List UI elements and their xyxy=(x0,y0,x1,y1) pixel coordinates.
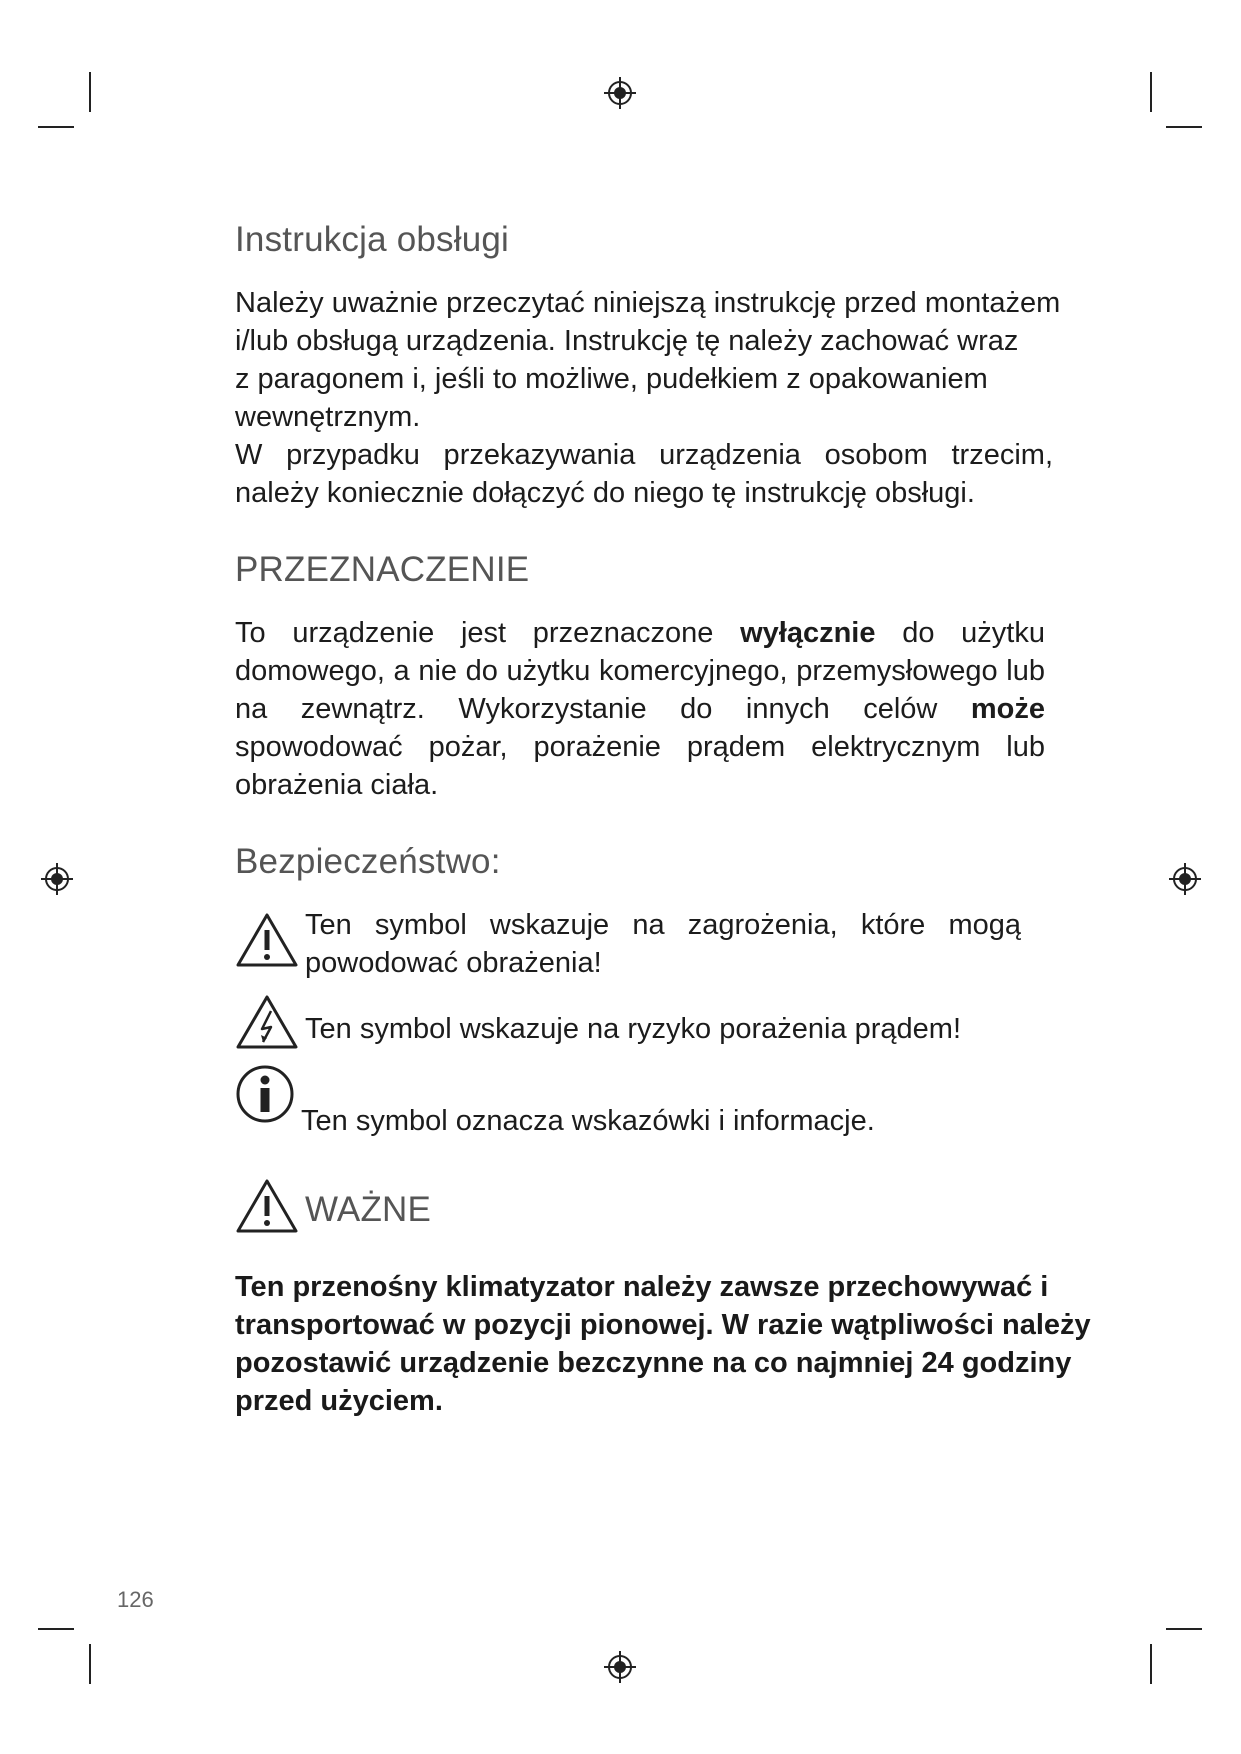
crop-mark-tr-h xyxy=(1166,126,1202,128)
crop-mark-tl-h xyxy=(38,126,74,128)
important-heading: WAŻNE xyxy=(305,1190,432,1229)
info-symbol-text: Ten symbol oznacza wskazówki i informacje. xyxy=(301,1105,875,1137)
page-content xyxy=(235,220,1105,1420)
intro-line: wewnętrznym. xyxy=(235,401,421,433)
warning-triangle-icon xyxy=(235,1178,299,1234)
warning-symbol-text: Ten symbol wskazuje na zagrożenia, które mogą powodować obrażenia! xyxy=(305,909,1021,979)
crop-mark-bl-h xyxy=(38,1628,74,1630)
warning-symbol-row xyxy=(235,906,1105,982)
purpose-text-part: do użytku domowego, a nie do użytku komercyjnego, przemysłowego lub na zewnątrz. Wykorzystanie do innych celów xyxy=(235,617,1045,725)
safety-heading: Bezpieczeństwo: xyxy=(235,842,501,881)
crop-mark-br-h xyxy=(1166,1628,1202,1630)
purpose-text xyxy=(235,614,1045,804)
registration-mark-icon xyxy=(1168,862,1202,896)
electric-shock-icon xyxy=(235,994,299,1050)
important-text: Ten przenośny klimatyzator należy zawsze przechowywać i transportować w pozycji pionowej. W razie wątpliwości należy pozostawić urządzenie bezczynne na co najmniej 24 godziny przed użyciem. xyxy=(235,1271,1091,1417)
info-circle-icon xyxy=(235,1064,295,1124)
purpose-text-part: To urządzenie jest przeznaczone xyxy=(235,617,741,649)
intro-line: W przypadku przekazywania urządzenia osobom trzecim, xyxy=(235,439,1053,471)
crop-mark-tl-v xyxy=(89,72,91,112)
shock-symbol-row xyxy=(235,1010,1105,1048)
shock-symbol-text: Ten symbol wskazuje na ryzyko porażenia prądem! xyxy=(305,1013,962,1045)
intro-line: z paragonem i, jeśli to możliwe, pudełkiem z opakowaniem xyxy=(235,363,988,395)
registration-mark-icon xyxy=(603,1650,637,1684)
crop-mark-br-v xyxy=(1150,1644,1152,1684)
important-heading-row xyxy=(235,1190,1105,1230)
registration-mark-icon xyxy=(603,76,637,110)
purpose-bold-may: może xyxy=(970,693,1045,725)
page-title: Instrukcja obsługi xyxy=(235,220,510,259)
purpose-bold-exclusively: wyłącznie xyxy=(740,617,876,649)
intro-line: Należy uważnie przeczytać niniejszą instrukcję przed montażem xyxy=(235,287,1061,319)
crop-mark-tr-v xyxy=(1150,72,1152,112)
info-symbol-row xyxy=(235,1102,1105,1140)
intro-line: i/lub obsługą urządzenia. Instrukcję tę należy zachować wraz xyxy=(235,325,1019,357)
purpose-text-part: spowodować pożar, porażenie prądem elektrycznym lub obrażenia ciała. xyxy=(235,731,1045,801)
purpose-heading: PRZEZNACZENIE xyxy=(235,550,530,589)
warning-triangle-icon xyxy=(235,912,299,968)
intro-line: należy koniecznie dołączyć do niego tę instrukcję obsługi. xyxy=(235,477,975,509)
crop-mark-bl-v xyxy=(89,1644,91,1684)
registration-mark-icon xyxy=(40,862,74,896)
page-number: 126 xyxy=(117,1587,154,1612)
intro-section xyxy=(235,284,1105,512)
